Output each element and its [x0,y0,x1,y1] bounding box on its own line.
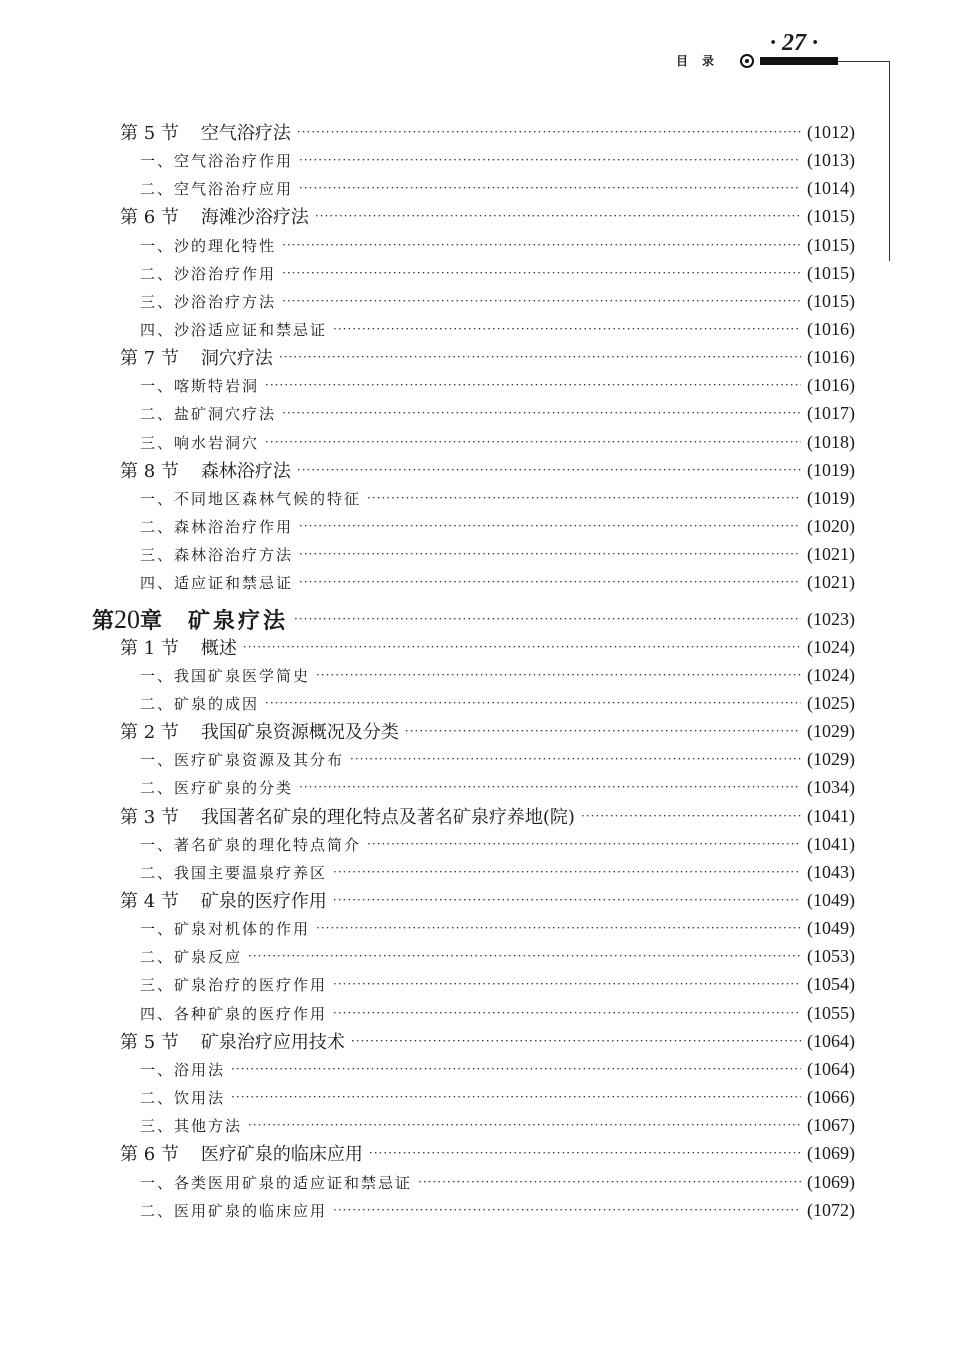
section-number: 第 2 节 [120,722,179,743]
toc-page-number: (1067) [807,1114,855,1135]
toc-entry-label [140,263,276,284]
toc-entry-label [140,1200,327,1221]
dot-leader [282,259,801,287]
toc-page-number: (1049) [807,917,855,938]
toc-page-number: (1054) [807,973,855,994]
dot-leader [299,773,801,801]
toc-page-number: (1015) [807,234,855,255]
toc-entry-label [140,693,259,714]
toc-subsection-row [140,399,855,427]
toc-entry-title: 四、沙浴适应证和禁忌证 [140,320,328,339]
toc-page-number: (1016) [807,318,855,339]
dot-leader [282,287,801,315]
toc-entry-title: 空气浴疗法 [200,123,291,144]
toc-entry-label [120,803,575,829]
toc-entry-label [140,918,310,939]
toc-entry-label [120,344,273,370]
toc-page-number: (1064) [807,1058,855,1079]
page-number: · 27 · [770,30,818,56]
section-number: 第 1 节 [120,638,179,659]
dot-leader [333,886,801,914]
toc-subsection-row [140,371,855,399]
toc-entry-label [120,1140,363,1166]
toc-entry-title: 一、不同地区森林气候的特征 [140,489,362,508]
dot-leader [369,1139,801,1167]
toc-entry-title: 医疗矿泉的临床应用 [200,1144,363,1165]
toc-subsection-row [140,1111,855,1139]
toc-subsection-row [140,689,855,717]
toc-entry-label [140,946,242,967]
toc-entry-label [120,119,291,145]
toc-page-number: (1069) [807,1142,855,1163]
toc-entry-label [140,834,361,855]
toc-page-number: (1019) [807,459,855,480]
dot-leader [367,484,801,512]
toc-entry-title: 三、其他方法 [140,1116,243,1135]
toc-subsection-row [140,745,855,773]
dot-leader [265,371,801,399]
toc-entry-title: 二、沙浴治疗作用 [140,264,277,283]
toc-subsection-row [140,999,855,1027]
toc-section-row [120,343,855,371]
toc-entry-label [140,291,276,312]
section-number: 第 8 节 [120,461,179,482]
toc-entry-label [92,604,288,635]
toc-page-number: (1055) [807,1002,855,1023]
dot-leader [316,661,801,689]
toc-entry-label [140,488,361,509]
toc-entry-label [140,544,293,565]
toc-entry-title: 二、盐矿洞穴疗法 [140,404,277,423]
dot-leader [299,540,801,568]
toc-section-row [120,118,855,146]
toc-entry-label [120,718,399,744]
toc-entry-title: 一、沙的理化特性 [140,236,277,255]
dot-leader [265,689,801,717]
toc-chapter-row [92,605,855,633]
toc-entry-label [140,375,259,396]
dot-leader [231,1083,801,1111]
toc-page-number: (1024) [807,636,855,657]
toc-entry-label [140,974,327,995]
toc-entry-title: 二、饮用法 [140,1088,226,1107]
toc-entry-label [140,1059,225,1080]
toc-page-number: (1053) [807,945,855,966]
toc-page-number: (1049) [807,889,855,910]
toc-subsection-row [140,231,855,259]
toc-subsection-row [140,773,855,801]
toc-entry-title: 一、医疗矿泉资源及其分布 [140,750,345,769]
toc-page-number: (1029) [807,748,855,769]
dot-leader [351,1027,801,1055]
section-number: 第 5 节 [120,123,179,144]
toc-entry-title: 二、矿泉反应 [140,947,243,966]
toc-page-number: (1024) [807,664,855,685]
dot-leader [581,802,801,830]
toc-entry-title: 我国矿泉资源概况及分类 [200,722,399,743]
toc-section-row [120,202,855,230]
toc-page-number: (1041) [807,805,855,826]
toc-entry-label [120,457,291,483]
section-number: 第 3 节 [120,807,179,828]
toc-page-number: (1043) [807,861,855,882]
toc-entry-label [140,319,327,340]
toc-entry-title: 四、适应证和禁忌证 [140,573,294,592]
toc-page-number: (1015) [807,290,855,311]
toc-subsection-row [140,858,855,886]
dot-leader [350,745,801,773]
dot-leader [299,512,801,540]
toc-entry-title: 二、空气浴治疗应用 [140,179,294,198]
toc-entry-label [140,432,259,453]
dot-leader [316,914,801,942]
toc-section-row [120,1027,855,1055]
toc-page-number: (1041) [807,833,855,854]
toc-section-row [120,802,855,830]
toc-entry-title: 森林浴疗法 [200,461,291,482]
toc-page-number: (1072) [807,1199,855,1220]
toc-entry-title: 一、我国矿泉医学简史 [140,666,311,685]
toc-subsection-row [140,1196,855,1224]
toc-section-row [120,633,855,661]
toc-page-number: (1034) [807,776,855,797]
toc-subsection-row [140,174,855,202]
dot-leader [248,1111,801,1139]
toc-entry-title: 一、矿泉对机体的作用 [140,919,311,938]
toc-entry-title: 一、喀斯特岩洞 [140,376,260,395]
dot-leader [333,315,801,343]
toc-entry-title: 四、各种矿泉的医疗作用 [140,1004,328,1023]
toc-page-number: (1013) [807,149,855,170]
dot-leader [248,942,801,970]
toc-entry-label [120,203,309,229]
toc-page-number: (1021) [807,543,855,564]
toc-subsection-row [140,512,855,540]
toc-subsection-row [140,1083,855,1111]
toc-entry-title: 三、响水岩洞穴 [140,433,260,452]
toc-entry-label [140,150,293,171]
toc-entry-label [120,1028,345,1054]
toc-entry-label [120,634,237,660]
toc-subsection-row [140,568,855,596]
dot-leader [418,1168,801,1196]
toc-page-number: (1025) [807,692,855,713]
toc-subsection-row [140,484,855,512]
toc-page-number: (1015) [807,262,855,283]
toc-entry-title: 洞穴疗法 [200,348,273,369]
toc-page-number: (1020) [807,515,855,536]
toc-entry-title: 二、矿泉的成因 [140,694,260,713]
dot-leader [299,174,801,202]
toc-entry-label [140,749,344,770]
toc-entry-title: 海滩沙浴疗法 [200,207,309,228]
toc-entry-title: 一、浴用法 [140,1060,226,1079]
toc-page-number: (1066) [807,1086,855,1107]
toc-entry-title: 三、沙浴治疗方法 [140,292,277,311]
dot-leader [297,118,801,146]
toc-section-row [120,886,855,914]
toc-entry-title: 矿泉疗法 [188,608,289,634]
toc-entry-label [140,235,276,256]
dot-leader [299,568,801,596]
toc-subsection-row [140,259,855,287]
toc-entry-label [140,665,310,686]
section-number: 第 5 节 [120,1032,179,1053]
dot-leader [243,633,801,661]
toc-page-number: (1018) [807,431,855,452]
toc-section-row [120,717,855,745]
dot-leader [333,999,801,1027]
toc-subsection-row [140,914,855,942]
dot-leader [279,343,801,371]
toc-subsection-row [140,428,855,456]
toc-entry-title: 一、著名矿泉的理化特点简介 [140,835,362,854]
header-section-label: 目录 [676,54,729,68]
dot-leader [299,146,801,174]
toc-page-number: (1014) [807,177,855,198]
toc-section-row [120,1139,855,1167]
toc-subsection-row [140,970,855,998]
toc-subsection-row [140,1168,855,1196]
toc-entry-label [140,178,293,199]
toc-entry-label [140,1115,242,1136]
chapter-number: 第20章 [92,604,163,634]
toc-entry-title: 矿泉的医疗作用 [200,891,327,912]
toc-subsection-row [140,146,855,174]
toc-entry-title: 矿泉治疗应用技术 [200,1032,345,1053]
toc-page-number: (1064) [807,1030,855,1051]
dot-leader [297,456,801,484]
toc-entry-title: 我国著名矿泉的理化特点及著名矿泉疗养地(院) [200,807,575,828]
toc-subsection-row [140,287,855,315]
section-number: 第 6 节 [120,1144,179,1165]
toc-entry-title: 二、医用矿泉的临床应用 [140,1201,328,1220]
toc-page-number: (1019) [807,487,855,508]
toc-entry-label [140,1172,412,1193]
section-number: 第 7 节 [120,348,179,369]
section-number: 第 6 节 [120,207,179,228]
toc-subsection-row [140,661,855,689]
toc-subsection-row [140,540,855,568]
toc-entry-title: 三、森林浴治疗方法 [140,545,294,564]
toc-entry-label [140,572,293,593]
toc-section-row [120,456,855,484]
toc-entry-label [140,516,293,537]
toc-entry-title: 一、各类医用矿泉的适应证和禁忌证 [140,1173,413,1192]
toc-page-number: (1015) [807,205,855,226]
toc-entry-title: 概述 [200,638,237,659]
toc-entry-title: 二、我国主要温泉疗养区 [140,863,328,882]
dot-leader [265,428,801,456]
toc-subsection-row [140,315,855,343]
dot-leader [231,1055,801,1083]
toc-entry-label [140,777,293,798]
toc-page-number: (1023) [807,608,855,629]
toc-entry-title: 二、医疗矿泉的分类 [140,778,294,797]
dot-leader [282,399,801,427]
dot-leader [315,202,801,230]
toc-page-number: (1069) [807,1171,855,1192]
dot-leader [405,717,801,745]
toc-entry-label [140,1003,327,1024]
toc-page-number: (1029) [807,720,855,741]
dot-leader [282,231,801,259]
toc-entry-label [140,1087,225,1108]
toc-page-number: (1012) [807,121,855,142]
toc-subsection-row [140,830,855,858]
section-number: 第 4 节 [120,891,179,912]
dot-leader [294,605,801,633]
toc-subsection-row [140,942,855,970]
toc-page-number: (1016) [807,374,855,395]
toc-entry-title: 三、矿泉治疗的医疗作用 [140,975,328,994]
toc-page-number: (1017) [807,402,855,423]
toc-page-number: (1016) [807,346,855,367]
toc-entry-label [120,887,327,913]
toc-entry-title: 二、森林浴治疗作用 [140,517,294,536]
toc-entry-label [140,403,276,424]
dot-leader [333,1196,801,1224]
dot-leader [367,830,801,858]
toc-entry-title: 一、空气浴治疗作用 [140,151,294,170]
toc-entry-label [140,862,327,883]
dot-leader [333,858,801,886]
toc-page-number: (1021) [807,571,855,592]
dot-leader [333,970,801,998]
toc-subsection-row [140,1055,855,1083]
